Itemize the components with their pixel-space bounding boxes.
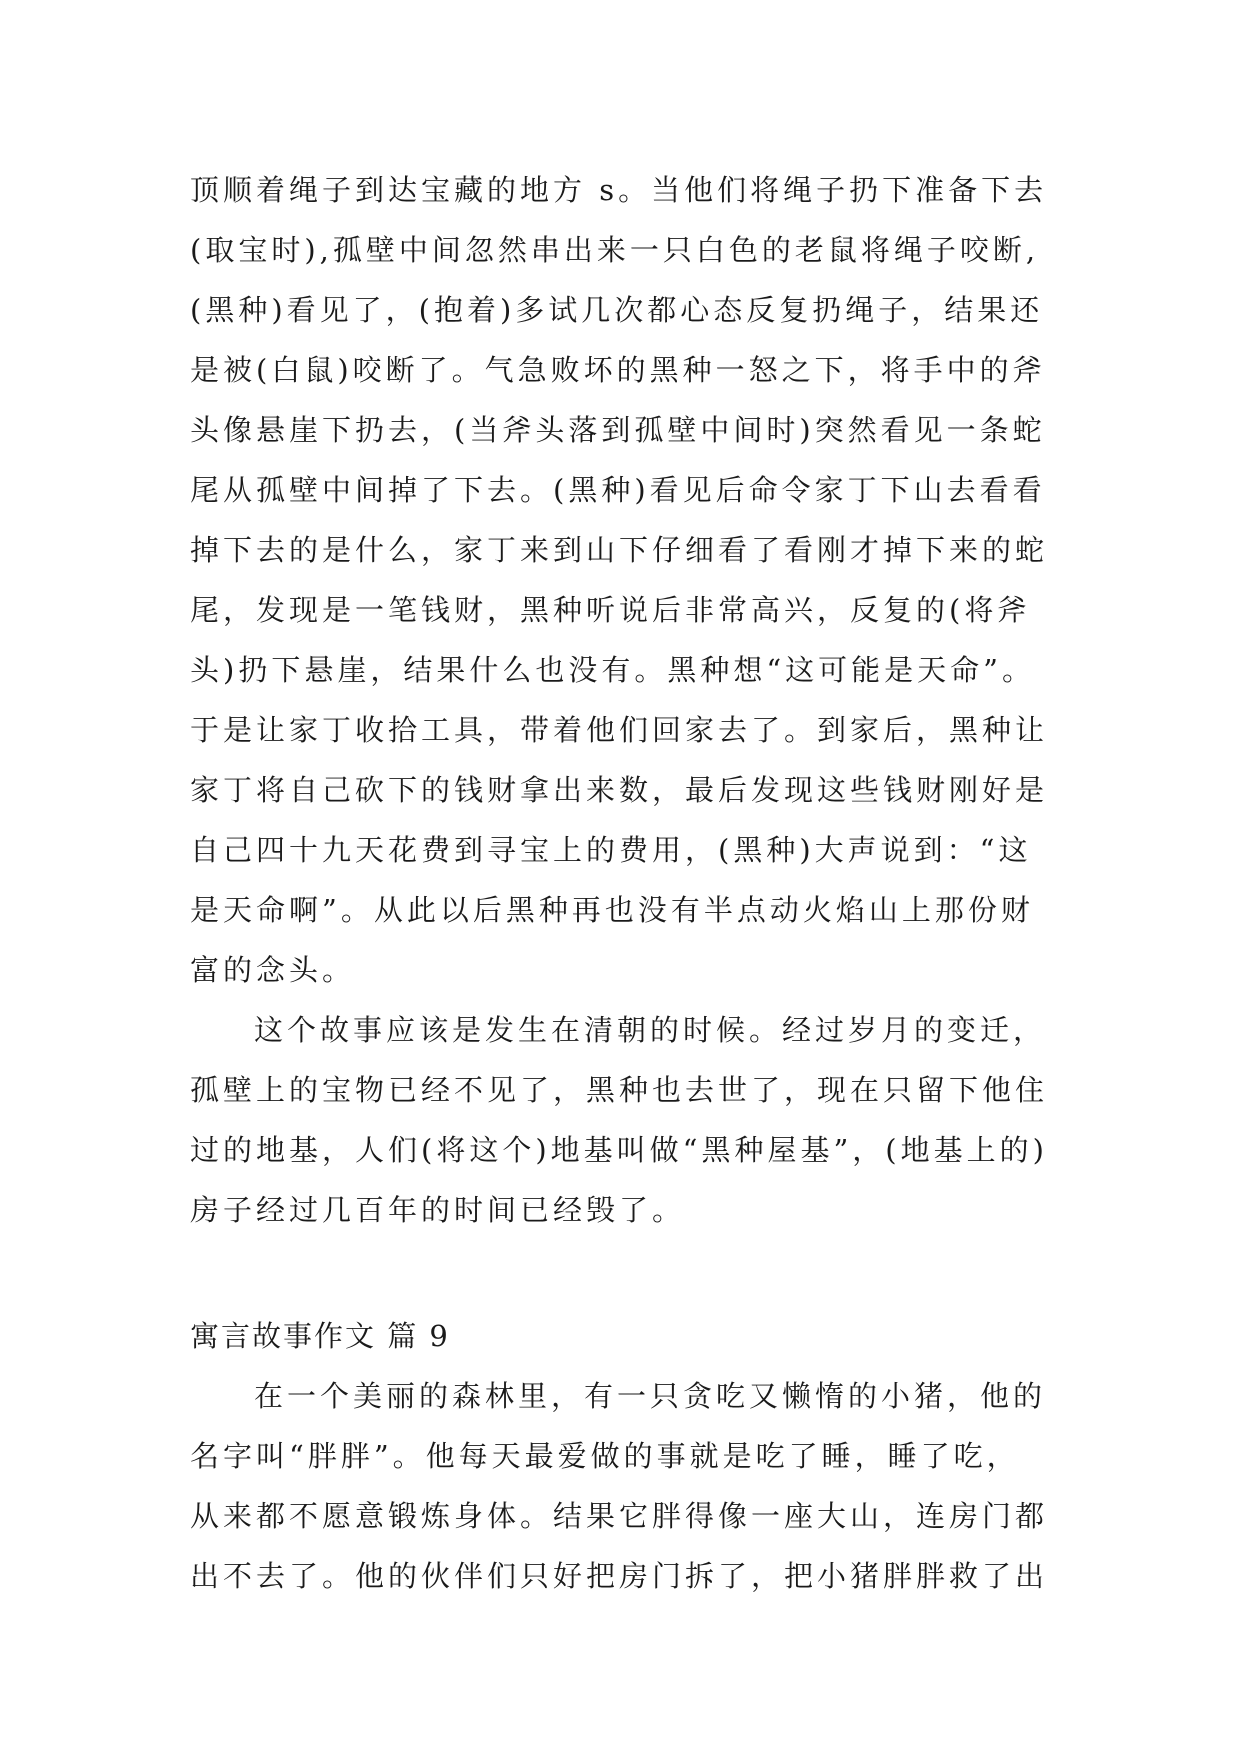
- text-line: 顶顺着绳子到达宝藏的地方 s。当他们将绳子扔下准备下去: [190, 173, 1048, 207]
- paragraph-story-ending: [190, 1000, 1060, 1240]
- section-heading: 寓言故事作文 篇 9: [190, 1319, 450, 1353]
- text-line: 头)扔下悬崖，结果什么也没有。黑种想“这可能是天命”。: [190, 653, 1035, 687]
- text-line: 从来都不愿意锻炼身体。结果它胖得像一座大山，连房门都: [190, 1499, 1049, 1533]
- text-line: 出不去了。他的伙伴们只好把房门拆了，把小猪胖胖救了出: [190, 1559, 1049, 1593]
- text-line: 家丁将自己砍下的钱财拿出来数，最后发现这些钱财刚好是: [190, 773, 1049, 807]
- text-line: 过的地基，人们(将这个)地基叫做“黑种屋基”，(地基上的): [190, 1133, 1048, 1167]
- text-line: 在一个美丽的森林里，有一只贪吃又懒惰的小猪，他的: [254, 1379, 1047, 1413]
- document-body: [190, 160, 1060, 1606]
- paragraph-piggy-story: [190, 1366, 1060, 1606]
- text-line: 自己四十九天花费到寻宝上的费用，(黑种)大声说到：“这: [190, 833, 1032, 867]
- text-line: 孤壁上的宝物已经不见了，黑种也去世了，现在只留下他住: [190, 1073, 1049, 1107]
- text-line: 于是让家丁收拾工具，带着他们回家去了。到家后，黑种让: [190, 713, 1049, 747]
- text-line: (黑种)看见了，(抱着)多试几次都心态反复扔绳子，结果还: [190, 293, 1044, 327]
- text-line: 头像悬崖下扔去，(当斧头落到孤壁中间时)突然看见一条蛇: [190, 413, 1046, 447]
- section-spacer: [190, 1240, 1060, 1306]
- text-line: 富的念头。: [190, 953, 356, 987]
- text-line: 房子经过几百年的时间已经毁了。: [190, 1193, 686, 1227]
- paragraph-story-continuation: [190, 160, 1060, 1000]
- text-line: 是被(白鼠)咬断了。气急败坏的黑种一怒之下，将手中的斧: [190, 353, 1046, 387]
- text-line: 这个故事应该是发生在清朝的时候。经过岁月的变迁，: [254, 1013, 1047, 1047]
- text-line: 名字叫“胖胖”。他每天最爱做的事就是吃了睡，睡了吃，: [190, 1439, 1020, 1473]
- text-line: 尾从孤壁中间掉了下去。(黑种)看见后命令家丁下山去看看: [190, 473, 1046, 507]
- text-line: 是天命啊”。从此以后黑种再也没有半点动火焰山上那份财: [190, 893, 1034, 927]
- text-line: 掉下去的是什么，家丁来到山下仔细看了看刚才掉下来的蛇: [190, 533, 1049, 567]
- text-line: (取宝时),孤壁中间忽然串出来一只白色的老鼠将绳子咬断,: [190, 233, 1040, 267]
- text-line: 尾，发现是一笔钱财，黑种听说后非常高兴，反复的(将斧: [190, 593, 1031, 627]
